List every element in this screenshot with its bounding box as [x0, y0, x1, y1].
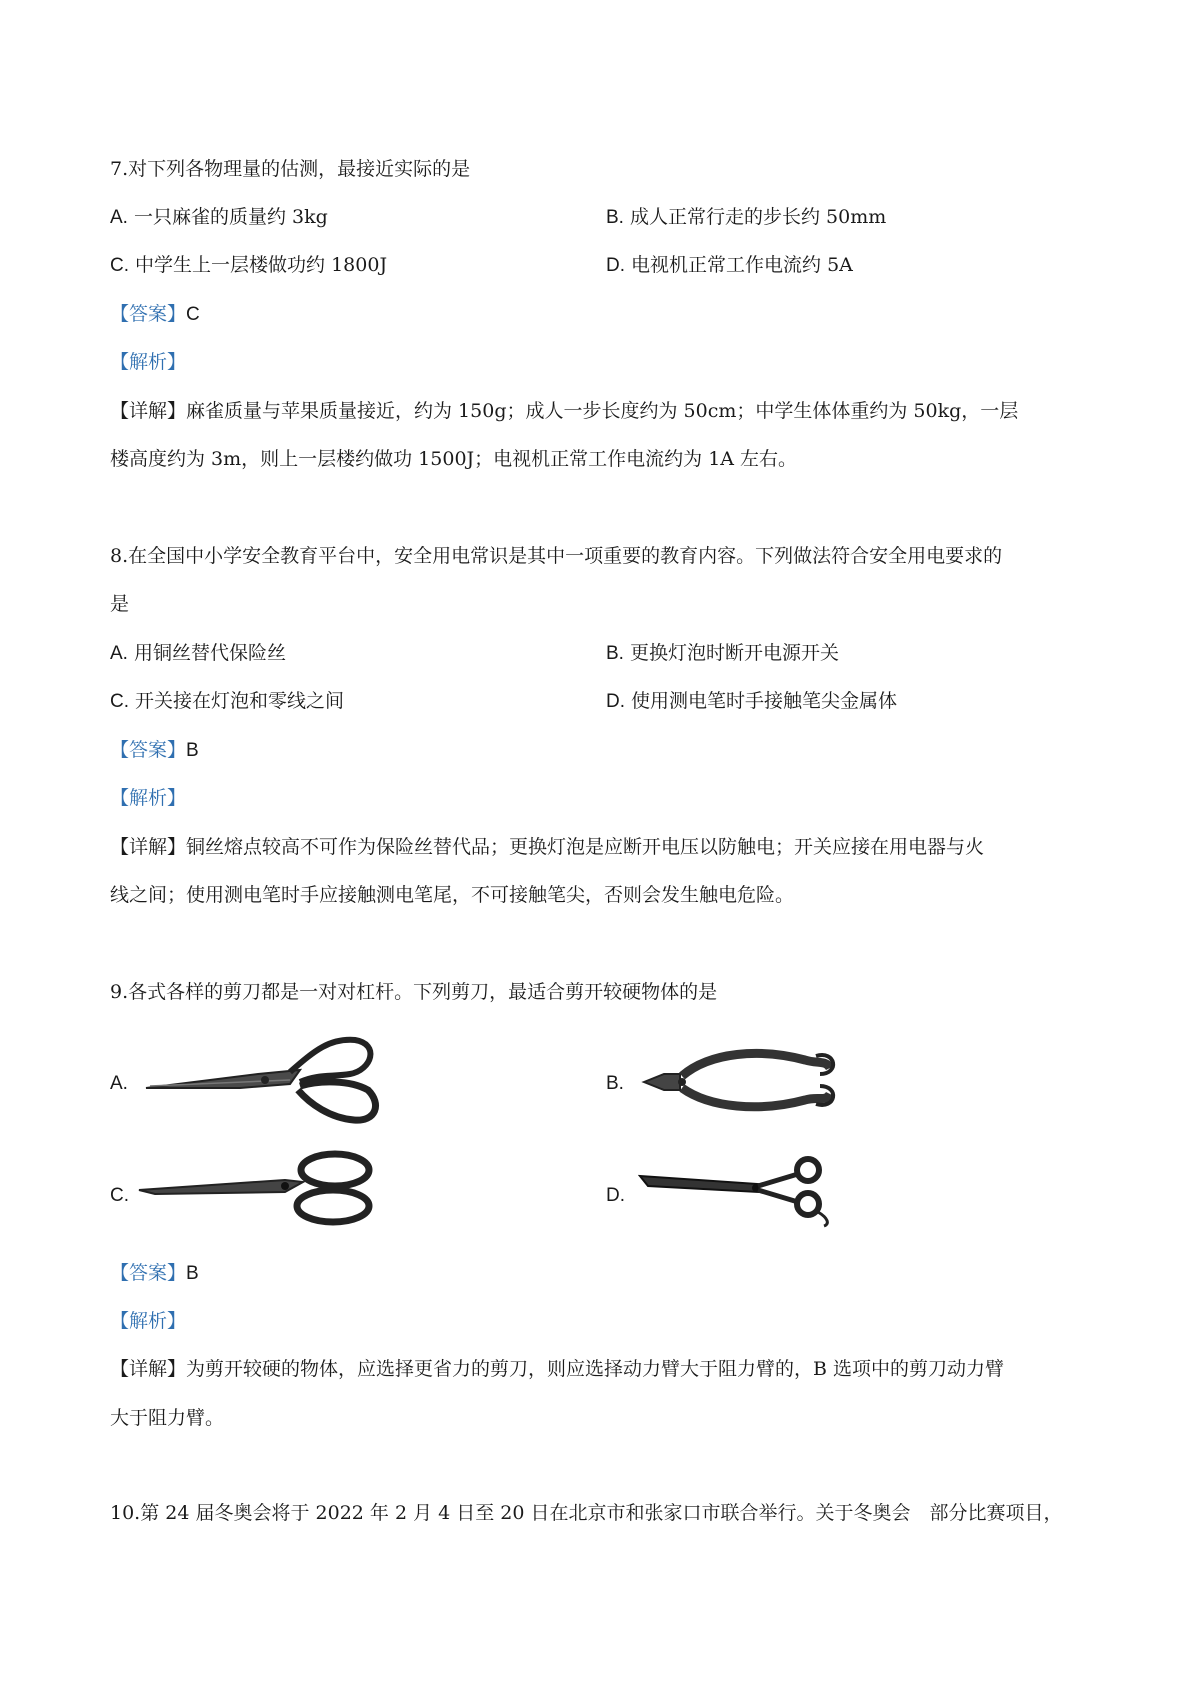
q9-option-d-letter: D. [606, 1185, 625, 1206]
q9-answer-tag: 【答案】 [110, 1262, 187, 1284]
tin-snips-icon [640, 1040, 840, 1120]
q7-option-b-text: 成人正常行走的步长约 50mm [630, 206, 887, 228]
q8-option-a-letter: A. [110, 643, 128, 664]
q7-option-a-text: 一只麻雀的质量约 3kg [134, 206, 328, 228]
q8-option-b-letter: B. [606, 643, 624, 664]
q8-option-b-text: 更换灯泡时断开电源开关 [630, 642, 840, 664]
q10-stem-1: 10.第 24 届冬奥会将于 2022 年 2 月 4 日至 20 日在北京市和张家口市联合举行。关于冬奥会 部分比赛项目， [110, 1502, 1063, 1524]
q7-option-a [110, 204, 328, 231]
q7-option-a-letter: A. [110, 207, 128, 228]
q7-answer-value: C [186, 304, 200, 325]
q7-option-d-letter: D. [606, 255, 625, 276]
q8-option-b [606, 640, 839, 667]
q7-answer [110, 301, 200, 328]
q7-detail-2: 楼高度约为 3m，则上一层楼约做功 1500J；电视机正常工作电流约为 1A 左右。 [110, 448, 798, 470]
q8-detail-1 [110, 834, 984, 860]
q8-detail-tag: 【详解】 [110, 836, 187, 858]
q9-answer [110, 1260, 199, 1287]
q7-option-b [606, 204, 886, 231]
barber-scissors-icon [638, 1152, 838, 1228]
q8-option-c [110, 688, 344, 715]
q8-stem-2: 是 [110, 593, 130, 615]
q8-option-c-letter: C. [110, 691, 129, 712]
q8-answer-tag: 【答案】 [110, 739, 187, 761]
q8-option-d-text: 使用测电笔时手接触笔尖金属体 [631, 690, 898, 712]
q7-detail-tag: 【详解】 [110, 400, 187, 422]
q7-detail-text-1: 麻雀质量与苹果质量接近，约为 150g；成人一步长度约为 50cm；中学生体体重约为 50kg，一层 [186, 400, 1019, 422]
q7-answer-tag: 【答案】 [110, 303, 187, 325]
q8-detail-text-1: 铜丝熔点较高不可作为保险丝替代品；更换灯泡是应断开电压以防触电；开关应接在用电器与火 [186, 836, 985, 858]
q9-detail-2: 大于阻力臂。 [110, 1407, 225, 1429]
q7-analysis-tag: 【解析】 [110, 351, 187, 373]
q9-detail-1 [110, 1356, 1004, 1382]
q8-option-d [606, 688, 897, 715]
q8-analysis-tag: 【解析】 [110, 787, 187, 809]
q8-detail-2: 线之间；使用测电笔时手应接触测电笔尾，不可接触笔尖，否则会发生触电危险。 [110, 884, 795, 906]
q9-stem: 9.各式各样的剪刀都是一对对杠杆。下列剪刀，最适合剪开较硬物体的是 [110, 981, 718, 1003]
q8-stem-1: 8.在全国中小学安全教育平台中，安全用电常识是其中一项重要的教育内容。下列做法符合安全用电要求的 [110, 545, 1003, 567]
q9-option-a-letter: A. [110, 1073, 128, 1094]
q8-option-d-letter: D. [606, 691, 625, 712]
q7-option-c [110, 252, 387, 279]
q8-option-a-text: 用铜丝替代保险丝 [134, 642, 287, 664]
q7-option-d-text: 电视机正常工作电流约 5A [631, 254, 853, 276]
q9-option-c-letter: C. [110, 1185, 129, 1206]
tailor-scissors-icon [135, 1148, 385, 1228]
q7-option-b-letter: B. [606, 207, 624, 228]
q7-stem: 7.对下列各物理量的估测，最接近实际的是 [110, 158, 471, 180]
q7-option-d [606, 252, 853, 279]
q9-detail-text-1: 为剪开较硬的物体，应选择更省力的剪刀，则应选择动力臂大于阻力臂的，B 选项中的剪刀动力臂 [186, 1358, 1005, 1380]
q8-option-a [110, 640, 286, 667]
q9-detail-tag: 【详解】 [110, 1358, 187, 1380]
q8-option-c-text: 开关接在灯泡和零线之间 [135, 690, 345, 712]
kitchen-scissors-icon [140, 1030, 380, 1130]
q8-answer-value: B [186, 740, 199, 761]
q7-option-c-letter: C. [110, 255, 129, 276]
q9-answer-value: B [186, 1263, 199, 1284]
q9-option-b-letter: B. [606, 1073, 624, 1094]
q7-detail-1 [110, 398, 1018, 424]
q7-option-c-text: 中学生上一层楼做功约 1800J [135, 254, 388, 276]
q9-analysis-tag: 【解析】 [110, 1310, 187, 1332]
q8-answer [110, 737, 199, 764]
